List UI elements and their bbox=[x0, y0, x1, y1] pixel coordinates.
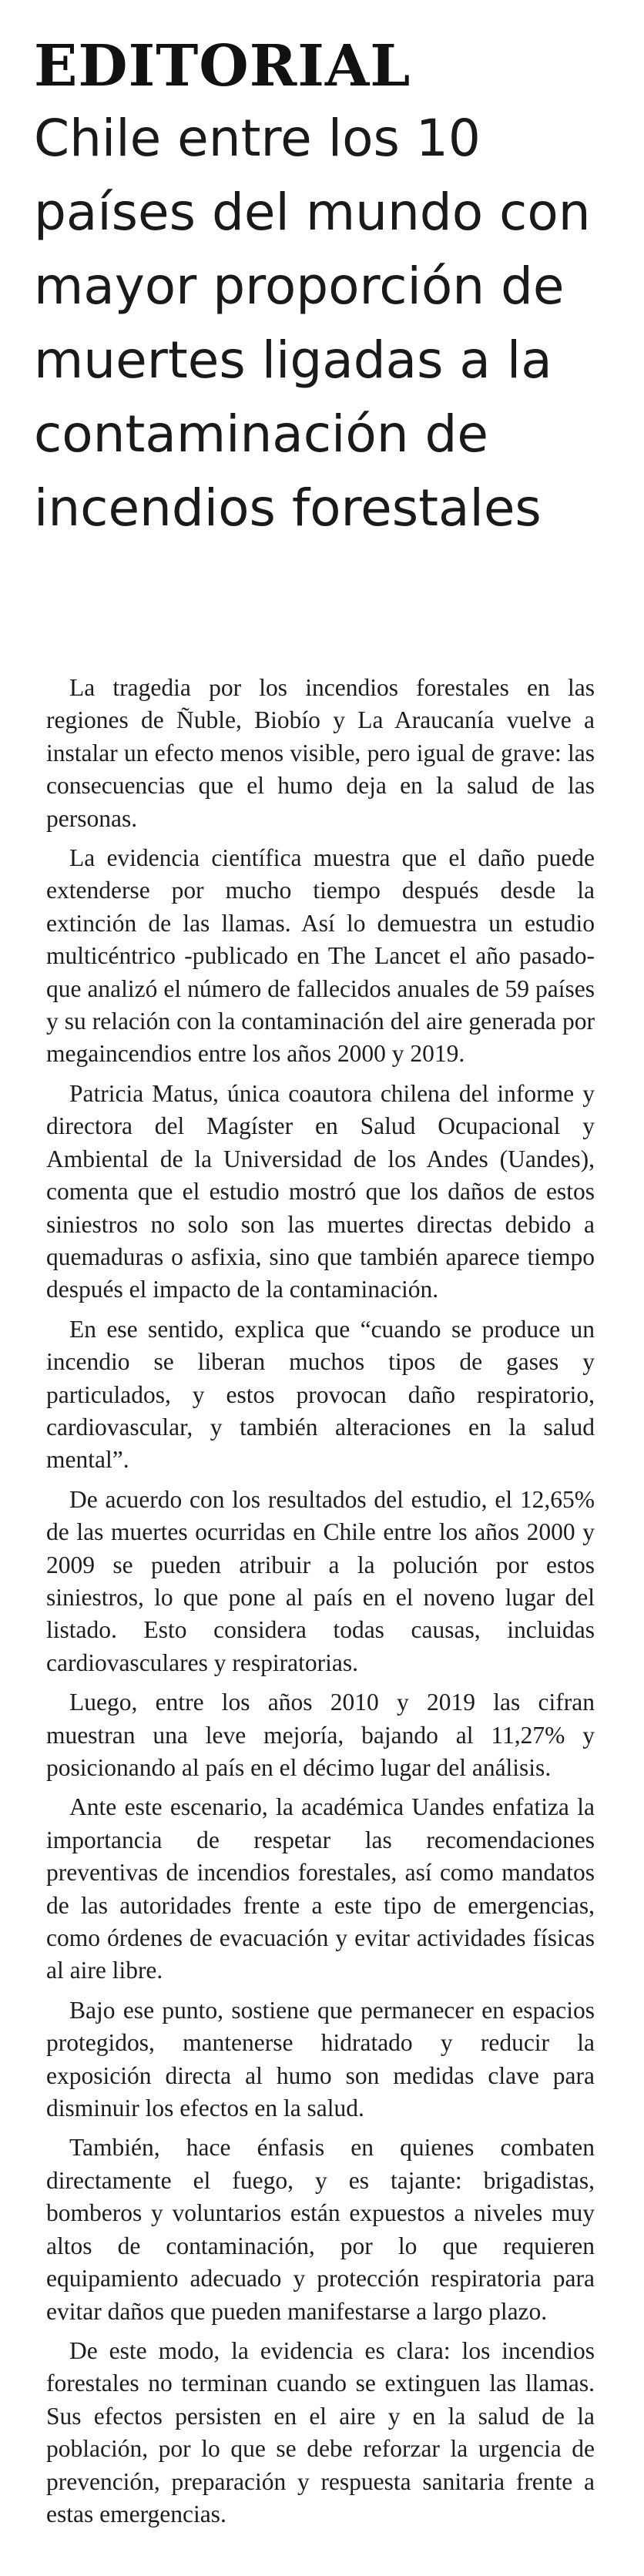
section-label: EDITORIAL bbox=[34, 33, 411, 99]
body-paragraph: Luego, entre los años 2010 y 2019 las cifran muestran una leve mejoría, bajando al 11,27% y posicionando al país en el décimo lugar del análisis. bbox=[46, 1689, 595, 1781]
article-headline: Chile entre los 10 países del mundo con mayor proporción de muertes ligadas a la contaminación de incendios forestales bbox=[34, 109, 591, 538]
body-paragraph: Bajo ese punto, sostiene que permanecer en espacios protegidos, mantenerse hidratado y reducir la exposición directa al humo son medidas clave para disminuir los efectos en la salud. bbox=[46, 1996, 595, 2122]
body-paragraph: La evidencia científica muestra que el daño puede extenderse por mucho tiempo después desde la extinción de las llamas. Así lo demuestra un estudio multicéntrico -publicado en The Lancet el año pasado- que analizó el número de fallecidos anuales de 59 países y su relación con la contaminación del aire generada por megaincendios entre los años 2000 y 2019. bbox=[46, 844, 595, 1068]
body-paragraph: De este modo, la evidencia es clara: los incendios forestales no terminan cuando se extinguen las llamas. Sus efectos persisten en el aire y en la salud de la población, por lo que se debe reforzar la urgencia de prevención, preparación y respuesta sanitaria frente a estas emergencias. bbox=[46, 2336, 595, 2527]
body-paragraph: De acuerdo con los resultados del estudio, el 12,65% de las muertes ocurridas en Chile entre los años 2000 y 2009 se pueden atribuir a la polución por estos siniestros, lo que pone al país en el noveno lugar del listado. Esto considera todas causas, incluidas cardiovasculares y respiratorias. bbox=[46, 1485, 595, 1676]
article-body bbox=[46, 672, 595, 2537]
body-paragraph: La tragedia por los incendios forestales en las regiones de Ñuble, Biobío y La Araucanía vuelve a instalar un efecto menos visible, pero igual de grave: las consecuencias que el humo deja en la salud de las personas. bbox=[46, 674, 595, 832]
body-paragraph: También, hace énfasis en quienes combaten directamente el fuego, y es tajante: brigadistas, bomberos y voluntarios están expuestos a niveles muy altos de contaminación, por lo que requieren equipamiento adecuado y protección respiratoria para evitar daños que pueden manifestarse a largo plazo. bbox=[46, 2134, 595, 2325]
body-paragraph: Patricia Matus, única coautora chilena del informe y directora del Magíster en Salud Ocupacional y Ambiental de la Universidad de los Andes (Uandes), comenta que el estudio mostró que los daños de estos siniestros no solo son las muertes directas debido a quemaduras o asfixia, sino que también aparece tiempo después el impacto de la contaminación. bbox=[46, 1079, 595, 1303]
body-paragraph: Ante este escenario, la académica Uandes enfatiza la importancia de respetar las recomendaciones preventivas de incendios forestales, así como mandatos de las autoridades frente a este tipo de emergencias, como órdenes de evacuación y evitar actividades físicas al aire libre. bbox=[46, 1793, 595, 1984]
body-paragraph: En ese sentido, explica que “cuando se produce un incendio se liberan muchos tipos de gases y particulados, y estos provocan daño respiratorio, cardiovascular, y también alteraciones en la salud mental”. bbox=[46, 1315, 595, 1474]
